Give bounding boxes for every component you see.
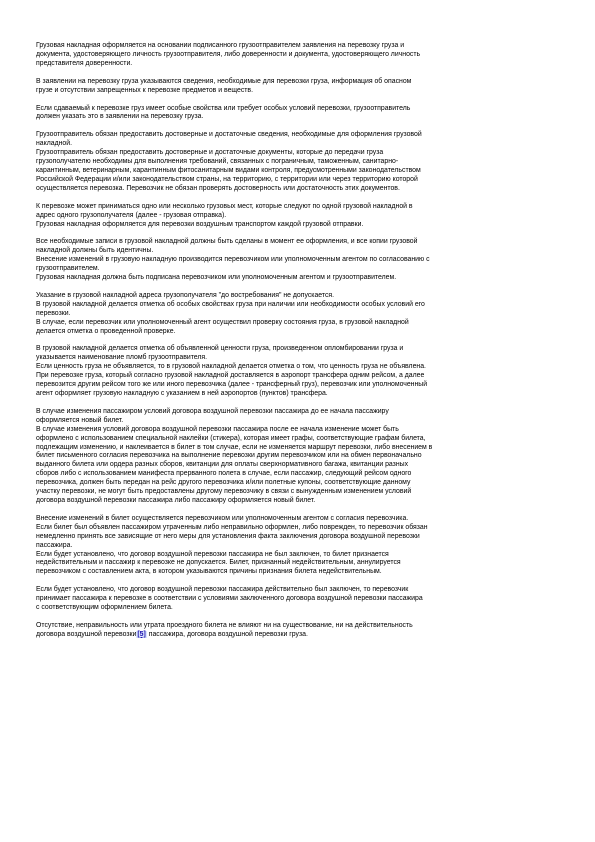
document-body bbox=[36, 42, 558, 649]
final-line-2 bbox=[36, 631, 558, 640]
paragraph-line: Грузовая накладная должна быть подписана перевозчиком или уполномоченным агентом и грузоотправителем. bbox=[36, 274, 397, 282]
paragraph-line: грузе и отсутствии запрещенных к перевозке предметов и веществ. bbox=[36, 86, 254, 94]
paragraph-line: сборов либо с использованием манифеста прерванного полета в случае, если пассажир, следующий рейсом одного bbox=[36, 470, 412, 478]
paragraph bbox=[36, 515, 558, 577]
paragraph-line: В случае изменения условий договора воздушной перевозки пассажира после ее начала изменение может быть bbox=[36, 425, 399, 433]
paragraph-line: делается отметка о проведенной проверке. bbox=[36, 327, 176, 335]
paragraph-line: Если сдаваемый к перевозке груз имеет особые свойства или требует особых условий перевозки, грузоотправитель bbox=[36, 104, 411, 112]
paragraph-line: Грузовая накладная оформляется для перевозки воздушным транспортом каждой грузовой отправки. bbox=[36, 220, 364, 228]
paragraph-line: Если ценность груза не объявляется, то в грузовой накладной делается отметка о том, что ценность груза не объявлена. bbox=[36, 363, 426, 371]
paragraph bbox=[36, 586, 558, 613]
paragraph-line: представителя доверенности. bbox=[36, 59, 133, 67]
final-line-1: Отсутствие, неправильность или утрата проездного билета не влияют ни на существование, ни на действительность bbox=[36, 621, 413, 629]
paragraph bbox=[36, 408, 558, 506]
paragraph-line: В случае изменения пассажиром условий договора воздушной перевозки пассажира до ее начала пассажиру bbox=[36, 407, 389, 415]
paragraph-line: Если будет установлено, что договор воздушной перевозки пассажира действительно был заключен, то перевозчик bbox=[36, 586, 409, 594]
paragraph-line: недействительным и пассажир к перевозке не допускается. Билет, признанный недействительным, аннулируется bbox=[36, 559, 401, 567]
paragraph-line: Грузоотправитель обязан предоставить достоверные и достаточные документы, которые до передачи груза bbox=[36, 149, 384, 157]
paragraph bbox=[36, 78, 558, 96]
paragraph bbox=[36, 203, 558, 230]
paragraph-line: агент оформляет грузовую накладную с указанием в ней аэропортов (пунктов) трансфера. bbox=[36, 390, 328, 397]
paragraph-line: оформлено с использованием специальной наклейки (стикера), которая имеет графы, соответствующие графам билета, bbox=[36, 434, 426, 442]
paragraph-line: Если будет установлено, что договор воздушной перевозки пассажира не был заключен, то билет признается bbox=[36, 550, 389, 558]
paragraph-line: договора воздушной перевозки пассажира либо пассажиру оформляется новый билет. bbox=[36, 496, 316, 504]
paragraph-line: документа, удостоверяющего личность грузоотправителя, либо доверенности и документа, удостоверяющего личность bbox=[36, 50, 421, 58]
paragraph-line: с соответствующим оформлением билета. bbox=[36, 604, 173, 612]
paragraph-line: Все необходимые записи в грузовой накладной должны быть сделаны в момент ее оформления, и все копии грузовой bbox=[36, 238, 418, 246]
paragraph-line: грузоотправителем. bbox=[36, 265, 100, 273]
paragraph-line: К перевозке может приниматься одно или несколько грузовых мест, которые следуют по одной грузовой накладной в bbox=[36, 202, 413, 210]
paragraph bbox=[36, 238, 558, 283]
final-paragraph bbox=[36, 622, 558, 640]
paragraph-line: немедленно принять все зависящие от него меры для установления факта заключения договора воздушной перевозки bbox=[36, 532, 420, 540]
paragraph-line: перевозится другим рейсом того же или иного перевозчика (далее - трансферный груз), перевозчик или уполномоченный bbox=[36, 381, 428, 389]
paragraph bbox=[36, 42, 558, 69]
footnote-link[interactable]: [5] bbox=[137, 630, 146, 638]
paragraph-line: билет письменного согласия перевозчика на выполнение перевозки другим перевозчиком или на обмен первоначально bbox=[36, 452, 422, 460]
paragraph-line: принимает пассажира к перевозке в соответствии с условиями заключенного договора воздушной перевозки пассажира bbox=[36, 595, 423, 603]
paragraph-line: В случае, если перевозчик или уполномоченный агент осуществил проверку состояния груза, в грузовой накладной bbox=[36, 318, 409, 326]
paragraph-line: Грузоотправитель обязан предоставить достоверные и достаточные сведения, необходимые для оформления грузовой bbox=[36, 131, 422, 139]
paragraph-line: Указание в грузовой накладной адреса грузополучателя "до востребования" не допускается. bbox=[36, 291, 335, 299]
paragraph-line: выданного билета или ордера разных сборов, квитанции для оплаты сверхнормативного багажа, квитанции разных bbox=[36, 461, 409, 469]
paragraph-line: участку перевозки, не могут быть предоставлены другому перевозчику в связи с вынужденным изменением условий bbox=[36, 488, 412, 496]
paragraph-line: Грузовая накладная оформляется на основании подписанного грузоотправителем заявления на перевозку груза и bbox=[36, 42, 405, 49]
paragraph-line: грузополучателю необходимы для выполнения требований, связанных с пограничным, таможенным, санитарно- bbox=[36, 158, 399, 166]
paragraph bbox=[36, 131, 558, 193]
paragraph-line: В заявлении на перевозку груза указываются сведения, необходимые для перевозки груза, информация об опасном bbox=[36, 77, 412, 85]
final-line-2-tail: пассажира, договора воздушной перевозки груза. bbox=[146, 630, 308, 638]
paragraph-line: осуществляется перевозка. Перевозчик не обязан проверять достоверность или достаточность этих документов. bbox=[36, 184, 400, 192]
paragraph-line: перевозки. bbox=[36, 309, 71, 317]
paragraph-line: должен указать это в заявлении на перевозку груза. bbox=[36, 113, 204, 121]
paragraph bbox=[36, 345, 558, 398]
paragraph-line: адрес одного грузополучателя (далее - грузовая отправка). bbox=[36, 211, 227, 219]
paragraph-line: Если билет был объявлен пассажиром утраченным либо неправильно оформлен, либо поврежден, то перевозчик обязан bbox=[36, 523, 428, 531]
paragraph-line: перевозчиком с составлением акта, в котором указываются причины признания билета недействительным. bbox=[36, 568, 382, 576]
paragraph-line: карантинным, ветеринарным, карантинным фитосанитарным видами контроля, предусмотренными законодательством bbox=[36, 166, 421, 174]
paragraph-line: пассажира. bbox=[36, 541, 73, 549]
paragraph-line: Внесение изменений в билет осуществляется перевозчиком или уполномоченным агентом с согласия перевозчика. bbox=[36, 514, 409, 522]
paragraph-line: Внесение изменений в грузовую накладную производится перевозчиком или уполномоченным агентом по согласованию с bbox=[36, 256, 430, 264]
paragraph-line: накладной. bbox=[36, 140, 73, 148]
paragraph-line: Российской Федерации и/или законодательством страны, на территорию, с территории или через территорию которой bbox=[36, 175, 418, 183]
final-line-2-text: договора воздушной перевозки bbox=[36, 630, 137, 638]
paragraph-line: указывается наименование пломб грузоотправителя. bbox=[36, 354, 208, 362]
paragraph-line: В грузовой накладной делается отметка об особых свойствах груза при наличии или необходимости особых условий его bbox=[36, 300, 425, 308]
paragraph-line: накладной должны быть идентичны. bbox=[36, 247, 154, 255]
paragraph-line: В грузовой накладной делается отметка об объявленной ценности груза, произведенном опломбировании груза и bbox=[36, 345, 404, 353]
paragraph-line: подлежащим изменению, и наклеивается в билет в том случае, если не изменяется маршрут перевозки, либо внесением в bbox=[36, 443, 433, 451]
paragraph-line: оформляется новый билет. bbox=[36, 416, 124, 424]
paragraph-line: перевозчика, должен быть передан на рейс другого перевозчика и/или полетные купоны, соответствующие данному bbox=[36, 479, 411, 487]
paragraph-line: При перевозке груза, который согласно грузовой накладной доставляется в аэропорт трансфера одним рейсом, а далее bbox=[36, 372, 425, 380]
paragraph bbox=[36, 105, 558, 123]
paragraph bbox=[36, 292, 558, 337]
paragraph-list bbox=[36, 42, 558, 613]
